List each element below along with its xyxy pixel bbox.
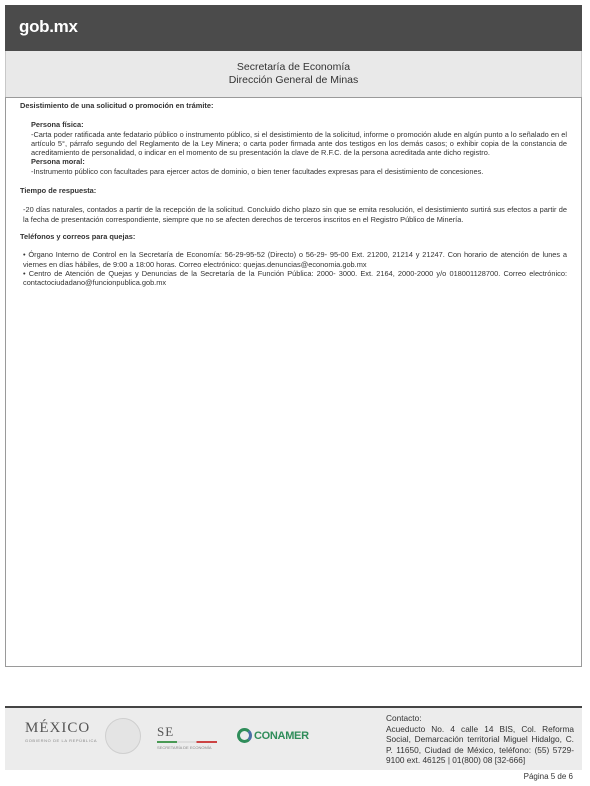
page-number: Página 5 de 6 bbox=[523, 772, 573, 781]
conamer-logo: CONAMER bbox=[237, 728, 309, 743]
quejas-item-sfp: • Centro de Atención de Quejas y Denuncias de la Secretaría de la Función Pública: 2000- 3000. Ext. 2164, 2000-2000 y/o 018001128700. Correo electrónico: contactociudadano@funcionpublica.gob.mx bbox=[23, 268, 567, 288]
contact-info bbox=[386, 713, 574, 766]
persona-moral-text: -Instrumento público con facultades para ejercer actos de dominio, o bien tener facultades expresas para el desistimiento de concesiones. bbox=[31, 166, 484, 176]
content-box bbox=[5, 97, 582, 667]
persona-fisica-text: -Carta poder ratificada ante fedatario público o instrumento público, si el desistimiento de la solicitud, informe o promoción alude en algún punto a lo señalado en el artículo 5°, párrafo segundo del Reglamento de la Ley Minera; o carta poder firmada ante dos testigos en los demás casos; o exhibir copia de la constancia de acreditamiento de personalidad, o indicar en el momento de su presentación la clave de R.F.C. de la persona acreditada ante dicho registro. bbox=[31, 129, 567, 158]
department-title: Dirección General de Minas bbox=[228, 74, 359, 86]
se-logo: SE SECRETARÍA DE ECONOMÍA bbox=[157, 724, 217, 750]
desistimiento-body bbox=[20, 120, 567, 176]
document-header bbox=[5, 51, 582, 97]
tiempo-heading: Tiempo de respuesta: bbox=[20, 186, 97, 196]
se-tricolor-line bbox=[157, 741, 217, 743]
contact-title: Contacto: bbox=[386, 713, 422, 723]
gobmx-logo[interactable]: gob.mx bbox=[19, 17, 78, 36]
coat-of-arms-icon bbox=[105, 718, 141, 754]
quejas-heading: Teléfonos y correos para quejas: bbox=[20, 231, 136, 241]
quejas-item-oic: • Órgano Interno de Control en la Secretaría de Economía: 56-29-95-52 (Directo) o 56-29- 95-00 Ext. 21200, 21214 y 21247. Con horario de atención de lunes a viernes en días hábiles, de 9:00 a 18:00 horas. Correo electrónico: quejas.denuncias@economia.gob.mx bbox=[23, 250, 567, 269]
ministry-title: Secretaría de Economía bbox=[236, 61, 351, 73]
top-bar bbox=[5, 5, 582, 51]
quejas-list bbox=[20, 250, 567, 287]
persona-fisica-heading: Persona física: bbox=[31, 120, 84, 130]
tiempo-text: -20 días naturales, contados a partir de la recepción de la solicitud. Concluido dicho plazo sin que se emita resolución, el desistimiento surtirá sus efectos a partir de la fecha de presentación correspondiente, siempre que no se afecten derechos de terceros inscritos en el Registro Público de Minería. bbox=[23, 205, 567, 224]
conamer-mark-icon bbox=[237, 728, 252, 743]
persona-moral-heading: Persona moral: bbox=[31, 157, 85, 167]
mexico-logo: MÉXICO GOBIERNO DE LA REPÚBLICA bbox=[25, 720, 98, 743]
desistimiento-heading: Desistimiento de una solicitud o promoción en trámite: bbox=[20, 101, 214, 110]
footer bbox=[5, 706, 582, 770]
contact-text: Acueducto No. 4 calle 14 BIS, Col. Reforma Social, Demarcación territorial Miguel Hidalgo, C. P. 11650, Ciudad de México, teléfono: (55) 5729-9100 ext. 46125 | 01(800) 08 [32-666] bbox=[386, 723, 574, 765]
